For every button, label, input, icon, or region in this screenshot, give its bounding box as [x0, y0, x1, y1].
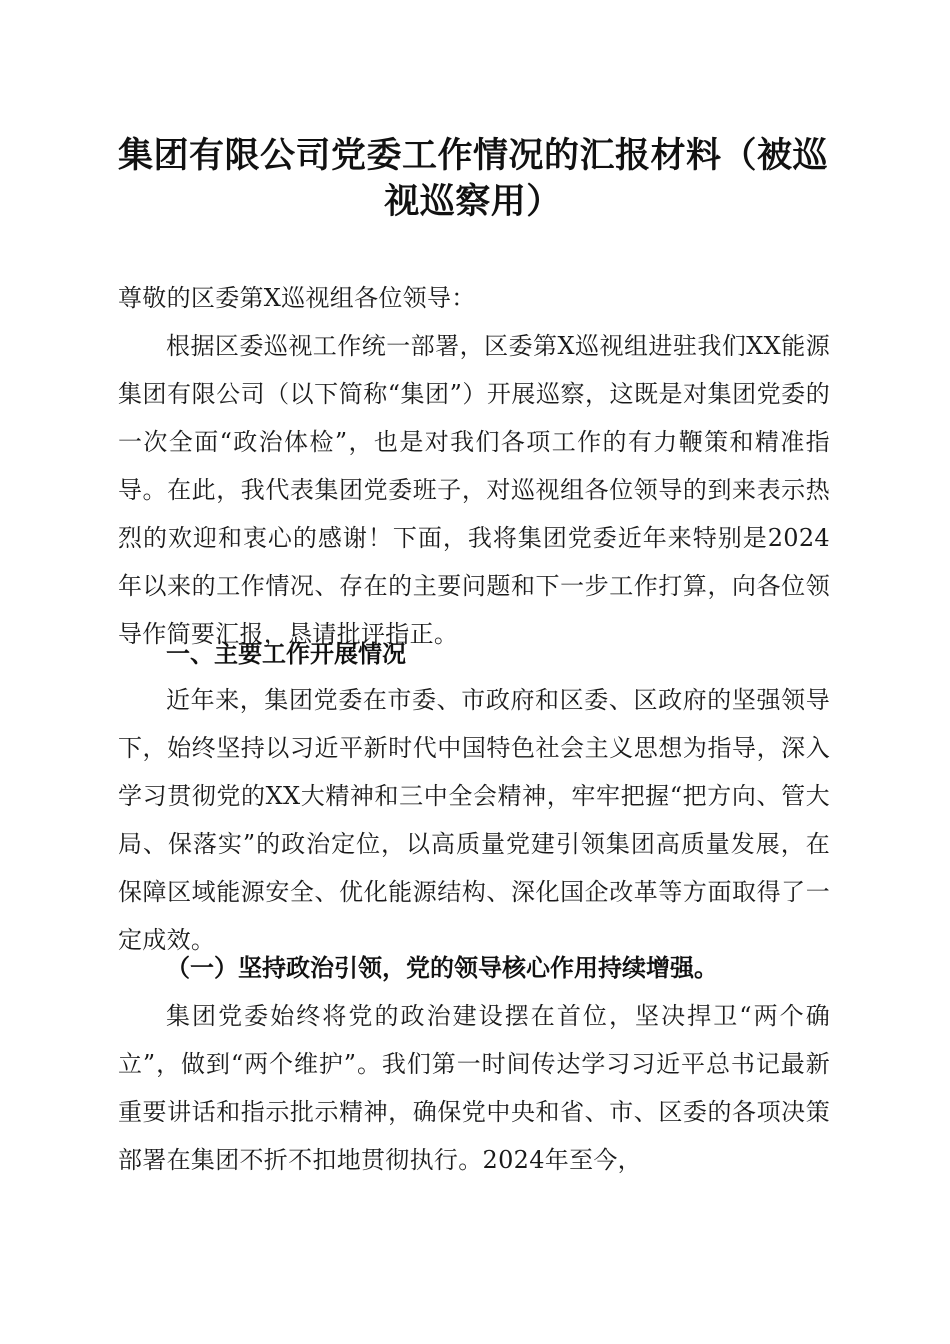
intro-paragraph: 根据区委巡视工作统一部署，区委第X巡视组进驻我们XX能源集团有限公司（以下简称“集团”）开展巡察，这既是对集团党委的一次全面“政治体检”，也是对我们各项工作的有力鞭策和精准指导。在此，我代表集团党委班子，对巡视组各位领导的到来表示热烈的欢迎和衷心的感谢！下面，我将集团党委近年来特别是2024年以来的工作情况、存在的主要问题和下一步工作打算，向各位领导作简要汇报，恳请批评指正。	[118, 332, 830, 648]
salutation: 尊敬的区委第X巡视组各位领导：	[118, 284, 476, 312]
section-heading-main-work: 一、主要工作开展情况	[166, 640, 406, 668]
subsection-heading-political-leadership: （一）坚持政治引领，党的领导核心作用持续增强。	[166, 953, 718, 982]
document-title: 集团有限公司党委工作情况的汇报材料（被巡视巡察用）	[117, 135, 828, 222]
subsection-paragraph-political-leadership: 集团党委始终将党的政治建设摆在首位，坚决捍卫“两个确立”，做到“两个维护”。我们第一时间传达学习习近平总书记最新重要讲话和指示批示精神，确保党中央和省、市、区委的各项决策部署在集团不折不扣地贯彻执行。2024年至今，	[118, 1002, 830, 1174]
section-paragraph-main-work: 近年来，集团党委在市委、市政府和区委、区政府的坚强领导下，始终坚持以习近平新时代中国特色社会主义思想为指导，深入学习贯彻党的XX大精神和三中全会精神，牢牢把握“把方向、管大局、保落实”的政治定位，以高质量党建引领集团高质量发展，在保障区域能源安全、优化能源结构、深化国企改革等方面取得了一定成效。	[118, 686, 830, 954]
